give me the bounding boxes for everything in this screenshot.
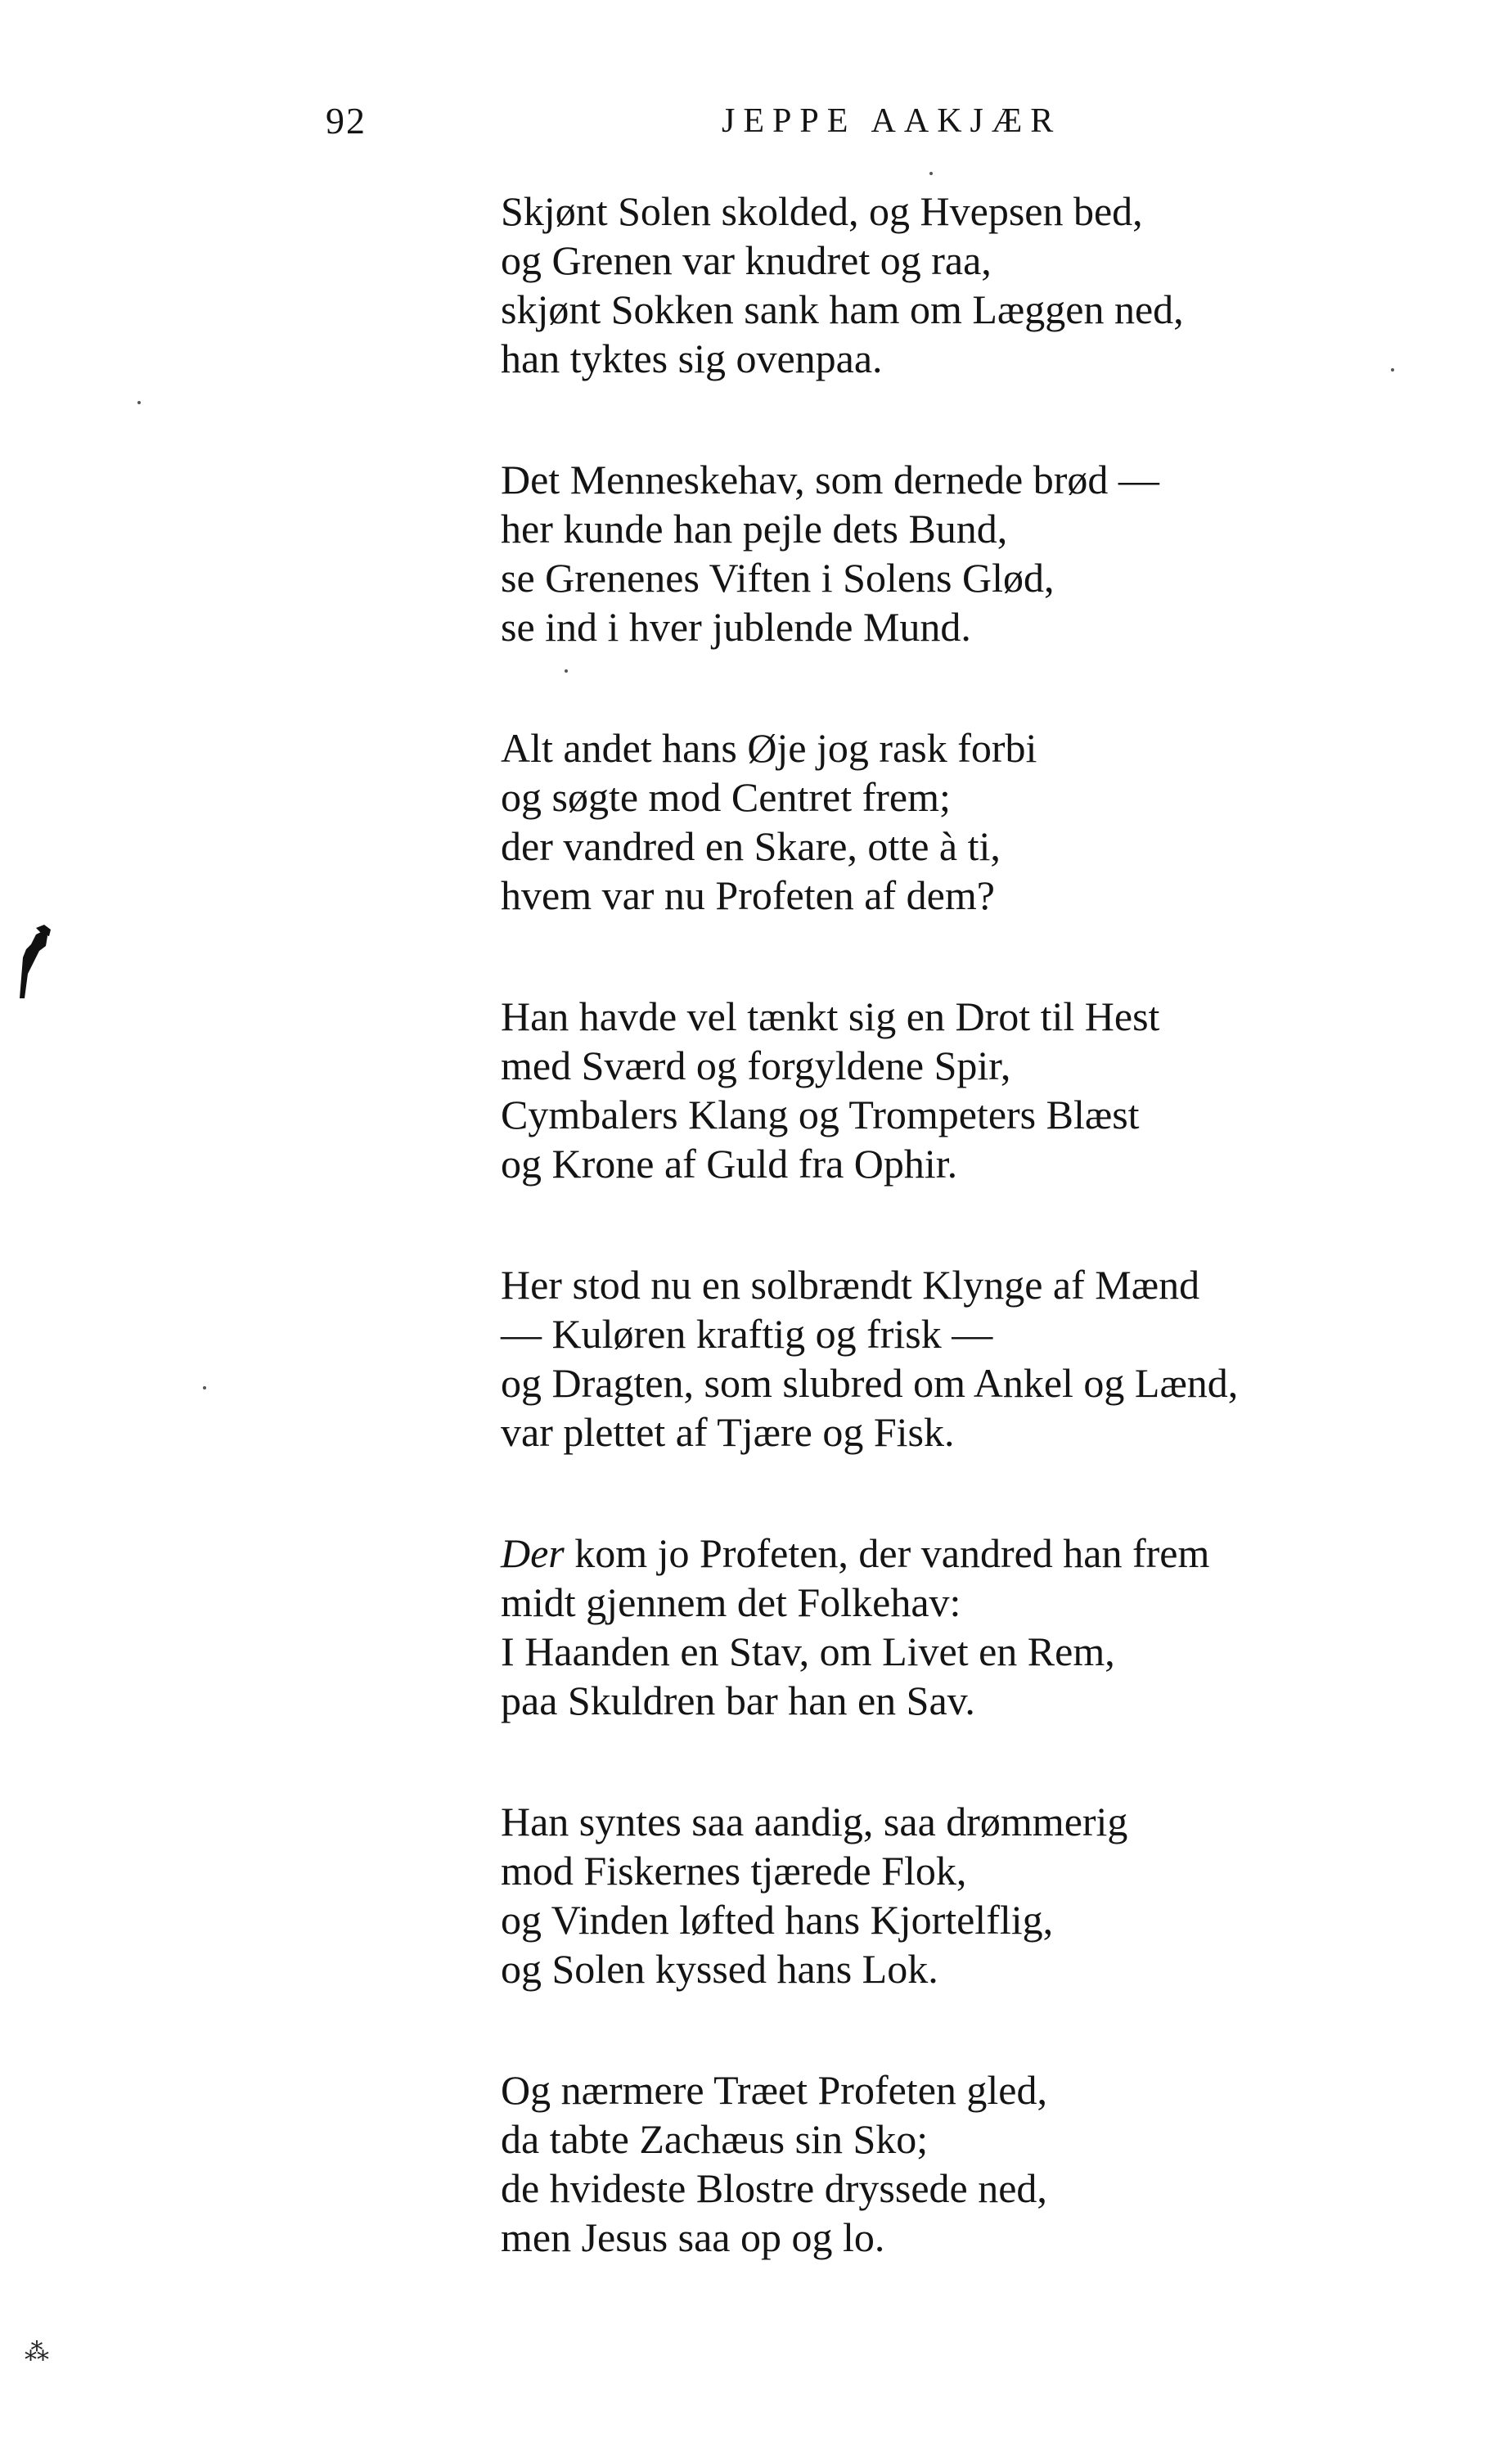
stanza-7: [501, 1797, 1442, 1993]
speck-icon: [1391, 368, 1394, 372]
poem: [501, 187, 1442, 2262]
poem-line: — Kuløren kraftig og frisk —: [501, 1311, 993, 1357]
poem-line: der vandred en Skare, otte à ti,: [501, 823, 1001, 869]
ink-smudge-icon: [15, 925, 54, 1000]
poem-line: [501, 1529, 1442, 1578]
speck-icon: [565, 669, 568, 673]
poem-line: og Vinden løfted hans Kjortelflig,: [501, 1897, 1054, 1943]
poem-line: Han havde vel tænkt sig en Drot til Hest: [501, 993, 1160, 1039]
line-rest: kom jo Profeten, der vandred han frem: [564, 1530, 1210, 1576]
poem-line: og Grenen var knudret og raa,: [501, 237, 992, 283]
stanza-8: [501, 2065, 1442, 2262]
poem-line: Og nærmere Træet Profeten gled,: [501, 2067, 1047, 2113]
speck-icon: [203, 1386, 206, 1389]
running-head: JEPPE AAKJÆR: [722, 102, 1062, 140]
italic-word: Der: [501, 1530, 565, 1576]
poem-line: Skjønt Solen skolded, og Hvepsen bed,: [501, 188, 1143, 234]
poem-line: paa Skuldren bar han en Sav.: [501, 1678, 975, 1723]
poem-line: Det Menneskehav, som dernede brød —: [501, 457, 1159, 502]
stanza-2: [501, 455, 1442, 651]
poem-line: med Sværd og forgyldene Spir,: [501, 1043, 1011, 1088]
poem-line: I Haanden en Stav, om Livet en Rem,: [501, 1628, 1115, 1674]
speck-icon: [137, 401, 141, 404]
poem-line: midt gjennem det Folkehav:: [501, 1579, 961, 1625]
poem-line: han tyktes sig ovenpaa.: [501, 336, 883, 381]
stanza-3: [501, 723, 1442, 920]
stanza-1: [501, 187, 1442, 383]
poem-line: Han syntes saa aandig, saa drømmerig: [501, 1799, 1128, 1844]
stanza-4: [501, 992, 1442, 1188]
poem-line: og søgte mod Centret frem;: [501, 774, 951, 820]
poem-line: og Krone af Guld fra Ophir.: [501, 1141, 958, 1187]
poem-line: og Dragten, som slubred om Ankel og Lænd,: [501, 1360, 1239, 1406]
poem-line: Cymbalers Klang og Trompeters Blæst: [501, 1092, 1140, 1137]
poem-line: Alt andet hans Øje jog rask forbi: [501, 725, 1037, 771]
poem-line: her kunde han pejle dets Bund,: [501, 506, 1008, 552]
speck-icon: [929, 172, 933, 175]
poem-line: se Grenenes Viften i Solens Glød,: [501, 555, 1055, 601]
poem-line: Her stod nu en solbrændt Klynge af Mænd: [501, 1262, 1200, 1308]
ink-mark-icon: ⁂: [25, 2339, 49, 2366]
poem-line: da tabte Zachæus sin Sko;: [501, 2116, 929, 2162]
poem-line: mod Fiskernes tjærede Flok,: [501, 1848, 967, 1894]
poem-line: de hvideste Blostre dryssede ned,: [501, 2165, 1047, 2211]
poem-line: se ind i hver jublende Mund.: [501, 604, 971, 650]
poem-line: skjønt Sokken sank ham om Læggen ned,: [501, 286, 1184, 332]
page-number: 92: [326, 100, 367, 142]
poem-line: var plettet af Tjære og Fisk.: [501, 1409, 955, 1455]
stanza-6: [501, 1529, 1442, 1725]
poem-line: og Solen kyssed hans Lok.: [501, 1946, 938, 1992]
poem-line: men Jesus saa op og lo.: [501, 2214, 885, 2260]
poem-line: hvem var nu Profeten af dem?: [501, 872, 995, 918]
stanza-5: [501, 1260, 1442, 1457]
